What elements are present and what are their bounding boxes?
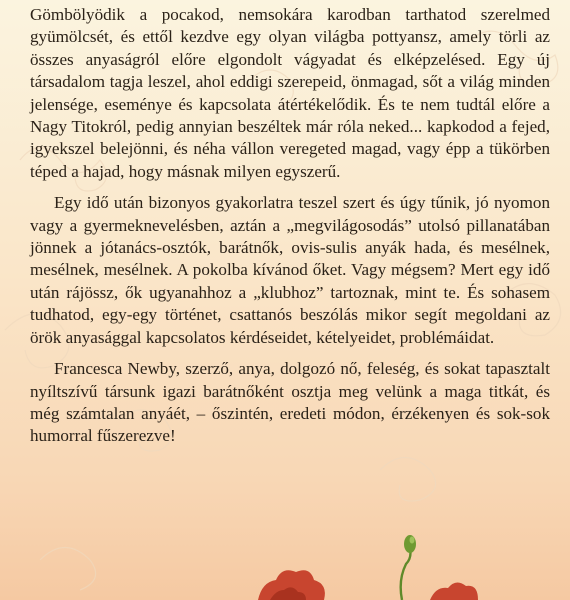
red-flower-left [258, 570, 325, 600]
body-text [30, 4, 550, 448]
paragraph-3: Francesca Newby, szerző, anya, dolgozó nő, feleség, és sokat tapasztalt nyíltszívű társunk igazi barátnőként osztja meg velünk a maga titkát, és még számtalan anyáét, – őszintén, eredeti módon, érzékenyen és sok-sok humorral fűszerezve! [30, 359, 550, 446]
paragraph-2: Egy idő után bizonyos gyakorlatra teszel szert és úgy tűnik, jó nyomon vagy a gyermeknevelésben, aztán a „megvilágosodás” utolsó pillanatában jönnek a jótanács-osztók, barátnők, ovis-sulis anyák hada, és mesélnek, mesélnek, mesélnek. A pokolba kívánod őket. Vagy mégsem? Mert egy idő után rájössz, ők ugyanahhoz a „klubhoz” tartoznak, mint te. És sohasem tudhatod, egy-egy történet, csattanós beszólás mikor segít megoldani az örök anyasággal kapcsolatos kérdéseidet, kételyeidet, problémáidat. [30, 193, 550, 347]
green-stem-bud [401, 535, 416, 600]
red-flower-right [430, 582, 478, 600]
paragraph-1: Gömbölyödik a pocakod, nemsokára karodban tarthatod szerelmed gyümölcsét, és ettől kezdve egy olyan világba pottyansz, amely törli az összes anyaságról előre elgondolt vágyadat és elképzelésed. Egy új társadalom tagja leszel, ahol eddigi szerepeid, önmagad, sőt a világ minden jelensége, eseménye és kapcsolata átértékelődik. És te nem tudtál előre a Nagy Titokról, pedig annyian beszéltek már róla neked... kapkodod a fejed, igyekszel belejönni, és néha vállon veregeted magad, vagy épp a tükörben téped a hajad, hogy másnak milyen egyszerű. [30, 5, 550, 181]
